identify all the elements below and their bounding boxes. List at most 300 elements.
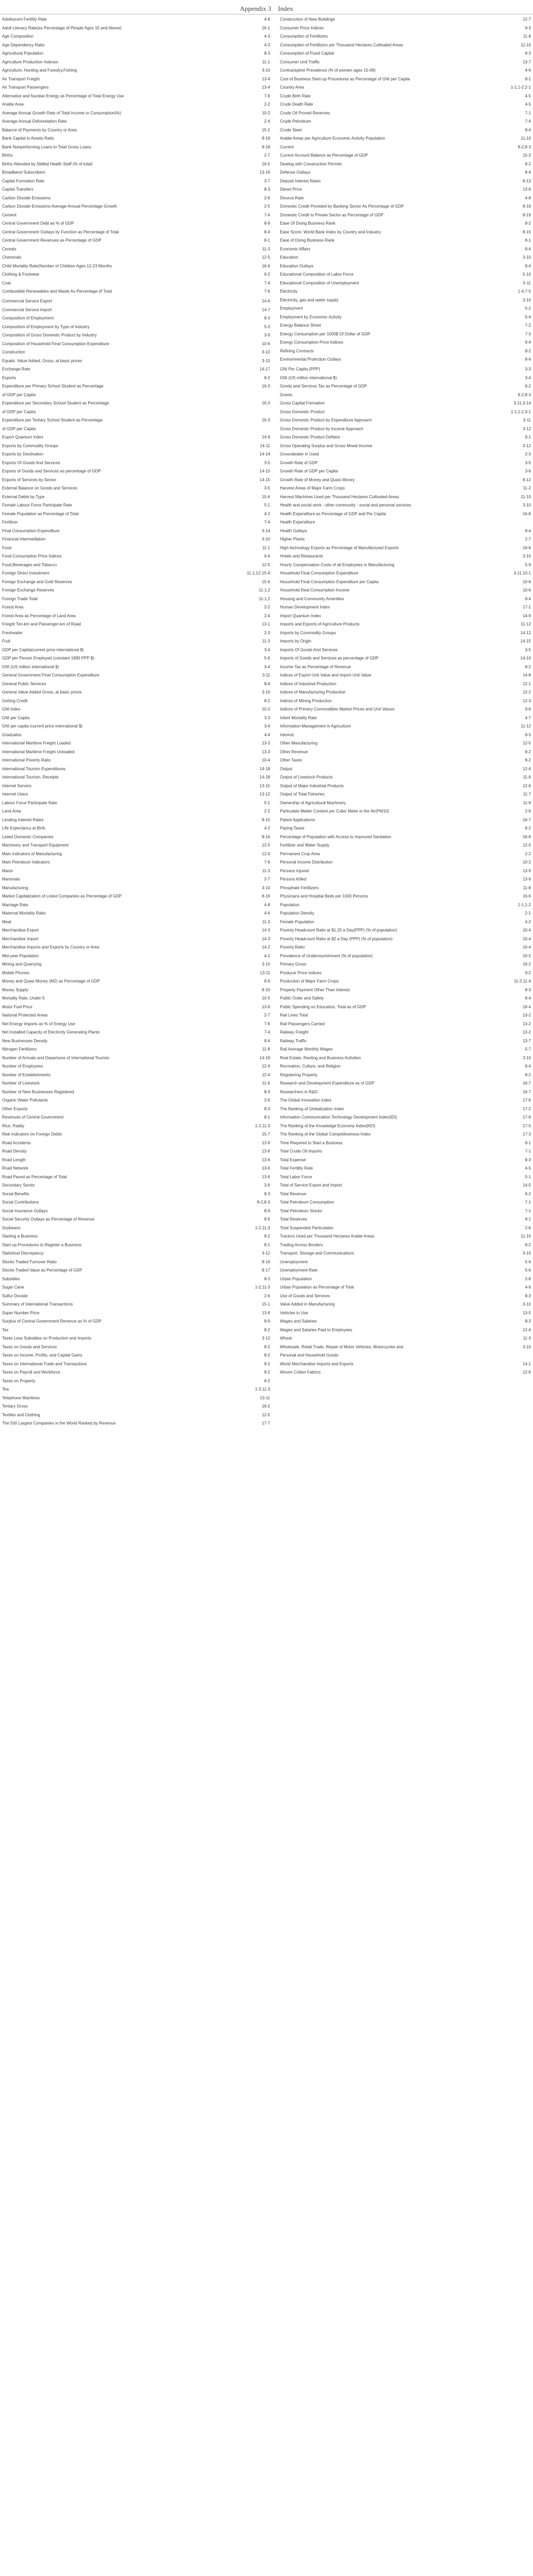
index-term: Consumption of Fixed Capital — [280, 51, 334, 56]
index-page-ref: 12-5 — [522, 843, 531, 848]
index-entry — [280, 170, 531, 175]
index-term: Total Labor Force — [280, 1174, 312, 1179]
index-entry — [280, 536, 531, 542]
index-page-ref: 14-17 — [259, 367, 270, 371]
index-entry — [2, 842, 270, 848]
index-term: Equals: Value Added, Gross, at basic prices — [2, 358, 82, 363]
index-entry — [280, 621, 531, 627]
index-term: Phosphate Fertilizers — [280, 885, 319, 890]
index-entry — [280, 1199, 531, 1205]
index-entry — [2, 783, 270, 789]
index-entry — [2, 1199, 270, 1205]
index-term: Freshwater — [2, 630, 23, 635]
index-entry — [280, 477, 531, 483]
index-entry — [2, 579, 270, 585]
index-term: Soybeans — [2, 1225, 21, 1230]
index-term: Contraceptive Prevalence (% of women ages 15-49) — [280, 68, 376, 73]
index-term: Human Development Index — [280, 605, 330, 609]
index-term: Output of Major Industrial Products — [280, 783, 344, 788]
index-page-ref: 16-4 — [522, 1004, 531, 1009]
index-entry — [2, 1361, 270, 1367]
index-term: The Ranking of the Knowledge Economy Index(KEI) — [280, 1123, 375, 1128]
index-entry — [280, 791, 531, 797]
index-entry — [2, 876, 270, 882]
index-term: Land Area — [2, 809, 21, 814]
index-page-ref: 17-3 — [522, 1132, 531, 1137]
index-term: Crude Oil Proved Reserves — [280, 110, 330, 115]
index-page-ref: 8-4 — [525, 357, 531, 362]
index-page-ref: 14-1 — [522, 1361, 531, 1366]
index-term: Textiles and Clothing — [2, 1412, 40, 1417]
index-page-ref: 2-1 — [525, 911, 531, 916]
index-term: Primary Gross — [280, 962, 307, 967]
index-page-ref: 7-1 — [525, 110, 531, 115]
index-entry — [2, 1369, 270, 1375]
index-term: Agriculture, Hunting and Forestry,Fishing — [2, 68, 77, 73]
index-page-ref: 8-4 — [525, 127, 531, 132]
index-entry — [280, 1046, 531, 1052]
index-entry — [280, 392, 531, 398]
index-entry — [280, 434, 531, 440]
index-page-ref: 4-8 — [525, 195, 531, 200]
index-page-ref: 14-12 — [520, 630, 531, 635]
index-page-ref: 5-4 — [525, 314, 531, 319]
index-term: Fertilizer and Water Supply — [280, 843, 330, 848]
index-term: Total Crude Oil Imports — [280, 1149, 322, 1154]
index-term: Rail Lines Total — [280, 1013, 308, 1018]
index-term: Household Real Consumption Income — [280, 588, 349, 592]
index-page-ref: 13-19 — [259, 170, 270, 175]
index-page-ref: 4-5 — [525, 1166, 531, 1171]
index-page-ref: 13-12 — [259, 792, 270, 796]
index-entry — [2, 511, 270, 517]
index-page-ref: 1-2,11-3 — [255, 1225, 270, 1230]
index-term: Starting a Business — [2, 1234, 38, 1239]
index-term: Wages and Salaries Paid to Employees — [280, 1327, 353, 1332]
index-page-ref: 14-2 — [261, 945, 270, 950]
index-entry — [2, 110, 270, 116]
index-entry — [280, 42, 531, 48]
index-entry — [2, 1080, 270, 1086]
index-term: Food,Beverages and Tobacco — [2, 562, 57, 567]
index-page-ref: 9-4 — [525, 340, 531, 345]
index-page-ref: 8-4 — [525, 263, 531, 268]
index-entry — [2, 324, 270, 330]
index-page-ref: 8-2 — [525, 1072, 531, 1077]
index-page-ref: 4-3 — [264, 42, 270, 47]
index-entry — [2, 289, 270, 294]
index-page-ref: 8-4 — [264, 1208, 270, 1213]
index-term: Electricity, gas and water supply — [280, 297, 339, 302]
index-entry — [2, 1344, 270, 1350]
index-page-ref: 10-5 — [522, 953, 531, 958]
index-entry — [2, 859, 270, 865]
index-term: Other Exports — [2, 1106, 28, 1111]
index-entry — [280, 570, 531, 576]
index-term: Cereals — [2, 246, 16, 251]
index-entry — [2, 1063, 270, 1069]
index-entry — [2, 1216, 270, 1222]
index-entry — [2, 570, 270, 576]
index-term: Telephone Mainlines — [2, 1395, 40, 1400]
index-entry — [280, 553, 531, 559]
index-entry — [280, 1157, 531, 1163]
index-page-ref: 8-2 — [525, 826, 531, 831]
index-entry — [2, 451, 270, 457]
index-term: Road Accidents — [2, 1140, 31, 1145]
index-entry — [280, 1182, 531, 1188]
index-entry — [2, 204, 270, 209]
index-term: Adolescent Fertility Rate — [2, 17, 47, 22]
index-page-ref: 13-6 — [261, 1174, 270, 1179]
index-term: Information Communication Technology Development Index(IDI) — [280, 1115, 397, 1120]
index-term: GNI index — [2, 707, 21, 711]
index-page-ref: 3-10 — [522, 503, 531, 507]
index-term: World Merchandise Imports and Exports — [280, 1361, 354, 1366]
index-entry — [2, 647, 270, 653]
index-entry — [2, 1276, 270, 1282]
index-term: Total Petroleum Stocks — [280, 1208, 322, 1213]
index-entry — [280, 1140, 531, 1146]
index-entry — [280, 868, 531, 874]
index-entry — [280, 757, 531, 763]
index-page-ref: 3-11,10-1 — [513, 571, 531, 575]
index-page-ref: 8-2 — [264, 1361, 270, 1366]
index-term: Value Added in Manufacturing — [280, 1302, 335, 1307]
index-page-ref: 2-3 — [525, 452, 531, 456]
index-term: Recreation, Culture, and Religion — [280, 1064, 341, 1069]
index-term: Central Government Outlays by Function as Percentage of Total — [2, 229, 119, 234]
index-page-ref: 16-2 — [261, 1404, 270, 1409]
index-entry — [280, 834, 531, 840]
index-page-ref: 8-2 — [525, 1191, 531, 1196]
index-page-ref: 8-2 — [525, 384, 531, 388]
index-entry — [2, 212, 270, 218]
index-page-ref: 3-11 — [523, 418, 531, 422]
index-page-ref: 16-7 — [522, 1089, 531, 1094]
index-term: Persons Killed — [280, 877, 307, 882]
index-page-ref: 8-1 — [264, 1242, 270, 1247]
index-page-ref: 8-15 — [522, 229, 531, 234]
index-term: Child Mortality Rate(Number of Children Ages 12-23 Months — [2, 263, 112, 268]
index-entry — [280, 749, 531, 755]
index-term: Main Petroleum Indicators — [2, 860, 50, 865]
index-page-ref: 8-2,8-3 — [257, 1200, 270, 1205]
index-page-ref: 13-11 — [260, 1395, 270, 1400]
index-entry — [2, 341, 270, 347]
index-term: Higher Plants — [280, 537, 305, 541]
index-entry — [2, 1157, 270, 1163]
index-term: Exports — [2, 375, 16, 380]
index-term: External Debts by Type — [2, 494, 45, 499]
index-page-ref: 7-6 — [264, 1021, 270, 1026]
index-entry — [2, 536, 270, 542]
index-term: Employment by Economic Activity — [280, 314, 342, 319]
index-page-ref: 11-1 — [262, 59, 270, 64]
index-entry — [2, 1191, 270, 1197]
index-entry — [280, 443, 531, 449]
index-term: Nitrogen Fertilizers — [2, 1047, 37, 1052]
index-entry — [2, 25, 270, 31]
index-page-ref: 8-12 — [522, 477, 531, 482]
index-entry — [2, 349, 270, 355]
index-page-ref: 2-6 — [264, 1293, 270, 1298]
index-term: Sulfur Dioxide — [2, 1293, 28, 1298]
index-term: Output of Total Fisheries — [280, 792, 325, 796]
index-page-ref: 3-10 — [522, 1344, 531, 1349]
index-entry — [280, 451, 531, 457]
index-entry — [2, 1123, 270, 1129]
page-title: Appendix 3 Index — [240, 5, 293, 12]
index-entry — [280, 1029, 531, 1035]
index-page-ref: 13-6 — [261, 1166, 270, 1171]
index-term: Stocks Traded Value as Percentage of GDP — [2, 1268, 82, 1273]
index-entry — [2, 161, 270, 167]
index-term: Indices of Primary Commodities Market Prices and Unit Values — [280, 707, 395, 711]
index-entry — [280, 1259, 531, 1265]
index-entry — [280, 502, 531, 508]
index-page-ref: 1-4,7-5 — [518, 289, 531, 294]
index-term: Imports Of Goods And Services — [280, 647, 338, 652]
index-term: Expenditure per Primary School Student as Percentage — [2, 384, 104, 388]
index-entry — [2, 502, 270, 508]
index-entry — [280, 919, 531, 925]
index-entry — [280, 1131, 531, 1137]
index-entry — [280, 135, 531, 141]
index-entry — [2, 1165, 270, 1171]
index-term: Infant Mortality Rate — [280, 715, 317, 720]
index-entry — [2, 1267, 270, 1273]
index-entry — [280, 118, 531, 124]
index-term: Wheat — [280, 1336, 292, 1341]
index-term: Taxes on Payroll and Workforce — [2, 1370, 60, 1375]
index-page-ref: 8-2 — [264, 1370, 270, 1375]
index-entry — [280, 306, 531, 311]
index-entry — [2, 67, 270, 73]
index-entry — [2, 400, 270, 406]
index-entry — [280, 255, 531, 260]
index-term: Health Expenditure as Percentage of GDP and Per Capita — [280, 511, 386, 516]
index-entry — [2, 1250, 270, 1256]
index-entry — [280, 33, 531, 39]
index-term: Foreign Trade Total — [2, 596, 38, 601]
index-page-ref: 16-8 — [522, 545, 531, 550]
index-page-ref: 8-18 — [261, 144, 270, 149]
index-term: of GDP per Capita — [2, 409, 36, 414]
index-term: Life Expectancy at Birth — [2, 826, 46, 831]
index-term: Maize — [2, 868, 13, 873]
index-entry — [2, 229, 270, 235]
index-term: Central Government Debt as % of GDP — [2, 221, 74, 226]
index-page-ref: 5-10 — [522, 272, 531, 277]
index-entry — [2, 144, 270, 150]
index-page-ref: 8-2 — [264, 1378, 270, 1383]
index-term: Total Petroleum Consumption — [280, 1200, 334, 1205]
index-entry — [2, 238, 270, 243]
index-entry — [280, 280, 531, 286]
index-page-ref: 12-4 — [522, 1327, 531, 1332]
index-entry — [280, 1089, 531, 1095]
index-term: Age Composition — [2, 34, 34, 39]
index-page-ref: 8-4 — [264, 681, 270, 686]
index-entry — [280, 1004, 531, 1010]
index-term: International Maritime Freight Unloaded — [2, 749, 75, 754]
index-entry — [2, 468, 270, 474]
index-page-ref: 3-10 — [261, 962, 270, 967]
index-term: Transport, Storage and Communications — [280, 1251, 354, 1256]
index-page-ref: 4-4 — [264, 732, 270, 737]
index-entry — [2, 1046, 270, 1052]
index-term: GDP per Person Employed (constant 1990 PPP $) — [2, 656, 94, 660]
index-term: GNI Per Capita (PPP) — [280, 367, 320, 371]
index-page-ref: 8-1 — [525, 76, 531, 81]
index-entry — [280, 1369, 531, 1375]
index-entry — [2, 825, 270, 831]
index-page-ref: 16-7 — [522, 1081, 531, 1086]
index-term: Diesel Price — [280, 187, 302, 192]
index-page-ref: 8-9 — [264, 221, 270, 226]
index-term: International Poverty Ratio — [2, 758, 51, 762]
index-term: Wholesale, Retail Trade, Repair of Motor Vehicles, Motorcycles and — [280, 1344, 404, 1349]
index-page-ref: 3-9 — [264, 333, 270, 337]
index-page-ref: 11-12 — [521, 724, 531, 728]
index-entry — [280, 681, 531, 687]
index-page-ref: 12-1 — [522, 681, 531, 686]
index-page-ref: 8-16 — [261, 894, 270, 899]
index-entry — [2, 1148, 270, 1154]
index-term: Freight Ton-km and Passenger-km of Road — [2, 622, 81, 626]
index-page-ref: 8-2 — [264, 375, 270, 380]
index-page-ref: 8-3 — [525, 987, 531, 992]
index-page-ref: 8-4 — [525, 170, 531, 175]
index-page-ref: 3-10 — [522, 1055, 531, 1060]
index-page-ref: 4-2 — [525, 919, 531, 924]
index-term: Education — [280, 255, 298, 260]
index-term: Production of Major Farm Crops — [280, 979, 339, 984]
index-page-ref: 2-7 — [525, 537, 531, 541]
index-entry — [2, 766, 270, 772]
index-term: Exchange Rate — [2, 367, 30, 371]
index-entry — [2, 1029, 270, 1035]
index-term: Sugar Cane — [2, 1285, 24, 1290]
index-term: Secondary Sector — [2, 1183, 35, 1188]
index-entry — [280, 953, 531, 959]
index-entry — [2, 1395, 270, 1401]
index-term: Crude Petroleum — [280, 119, 311, 124]
index-page-ref: 12-5 — [261, 255, 270, 260]
index-term: Taxes on Goods and Services — [2, 1344, 57, 1349]
index-entry — [280, 774, 531, 780]
index-page-ref: 8-18 — [261, 136, 270, 141]
index-entry — [2, 434, 270, 440]
index-entry — [2, 135, 270, 141]
index-term: Mid-year Population — [2, 953, 39, 958]
index-page-ref: 3-10 — [522, 554, 531, 558]
index-term: Exports Of Goods And Services — [2, 460, 60, 465]
index-page-ref: 8-5 — [264, 1217, 270, 1222]
index-entry — [280, 1055, 531, 1061]
index-page-ref: 5-9 — [525, 562, 531, 567]
index-term: Capital Transfers — [2, 187, 34, 192]
index-page-ref: 12-2 — [522, 690, 531, 694]
index-term: Statistical Discrepancy — [2, 1251, 44, 1256]
index-page-ref: 11-1,12-15-4 — [246, 571, 270, 575]
index-entry — [2, 587, 270, 593]
index-page-ref: 4-7 — [525, 715, 531, 720]
index-term: Domestic Credit Provided by Banking Sector As Percentage of GDP — [280, 204, 404, 209]
index-term: Expenditure per Tertiary School Student as Percentage — [2, 418, 103, 422]
index-term: of GDP per Capita — [2, 392, 36, 397]
index-page-ref: 3-10 — [261, 350, 270, 354]
index-page-ref: 14-18 — [259, 775, 270, 779]
index-page-ref: 11-8 — [523, 34, 531, 39]
index-page-ref: 15-7 — [261, 1132, 270, 1137]
index-entry — [2, 613, 270, 619]
index-term: Interest — [280, 732, 294, 737]
index-term: Net Energy Imports as % of Energy Use — [2, 1021, 75, 1026]
index-term: Consumption of Fertilizers — [280, 34, 328, 39]
index-entry — [280, 204, 531, 209]
index-term: Crude Death Rate — [280, 102, 313, 107]
index-page-ref: 2-8 — [525, 1276, 531, 1281]
index-page-ref: 8-2 — [264, 1234, 270, 1239]
index-page-ref: 12-6 — [522, 783, 531, 788]
index-entry — [2, 638, 270, 644]
index-term: Indices of Mining Production — [280, 698, 332, 703]
index-term: Number of New Businesses Registered — [2, 1089, 74, 1094]
index-page-ref: 5-1 — [264, 503, 270, 507]
index-page-ref: 8-16 — [261, 834, 270, 839]
index-term: Machinery and Transport Equipment — [2, 843, 69, 848]
index-term: National Protected Areas — [2, 1013, 48, 1018]
index-term: Public Order and Safety — [280, 996, 324, 1001]
index-page-ref: 2-6 — [264, 1098, 270, 1103]
index-term: Taxes Less Subsidies on Production and Imports — [2, 1336, 91, 1341]
index-entry — [2, 93, 270, 99]
index-entry — [2, 1318, 270, 1324]
index-term: Divorce Rate — [280, 195, 304, 200]
index-term: Gross Domestic Product — [280, 409, 325, 414]
index-term: Carbon Dioxide Emissions — [2, 195, 51, 200]
index-entry — [2, 187, 270, 192]
index-page-ref: 9-2 — [525, 970, 531, 975]
index-page-ref: 3-12 — [522, 443, 531, 448]
index-page-ref: 12-5 — [522, 741, 531, 745]
index-term: Balance of Payments by Country or Area — [2, 127, 77, 132]
index-page-ref: 15-1 — [261, 1302, 270, 1307]
index-term: Road Network — [2, 1166, 28, 1171]
index-page-ref: 8-3 — [525, 732, 531, 737]
index-term: Exports of Services by Sector — [2, 477, 56, 482]
index-term: Internet Users — [2, 792, 28, 796]
index-entry — [280, 485, 531, 491]
index-page-ref: 13-7 — [522, 1038, 531, 1043]
index-term: Mobile Phones — [2, 970, 29, 975]
index-page-ref: 11-1,2 — [258, 588, 270, 592]
index-page-ref: 5-1 — [525, 1174, 531, 1179]
index-entry — [280, 1327, 531, 1333]
index-entry — [2, 1284, 270, 1290]
index-term: Consumer Unit Traffic — [280, 59, 320, 64]
index-term: Commercial Service Export — [2, 299, 52, 303]
index-page-ref: 2-3 — [264, 630, 270, 635]
index-entry — [280, 910, 531, 916]
index-term: Mining and Quarrying — [2, 962, 42, 967]
index-term: Hotels and Restaurants — [280, 554, 323, 558]
index-page-ref: 1-1,1-2,3-1 — [510, 409, 531, 414]
index-term: Total Revenue — [280, 1191, 307, 1196]
index-term: Broadband Subscribers — [2, 170, 45, 175]
